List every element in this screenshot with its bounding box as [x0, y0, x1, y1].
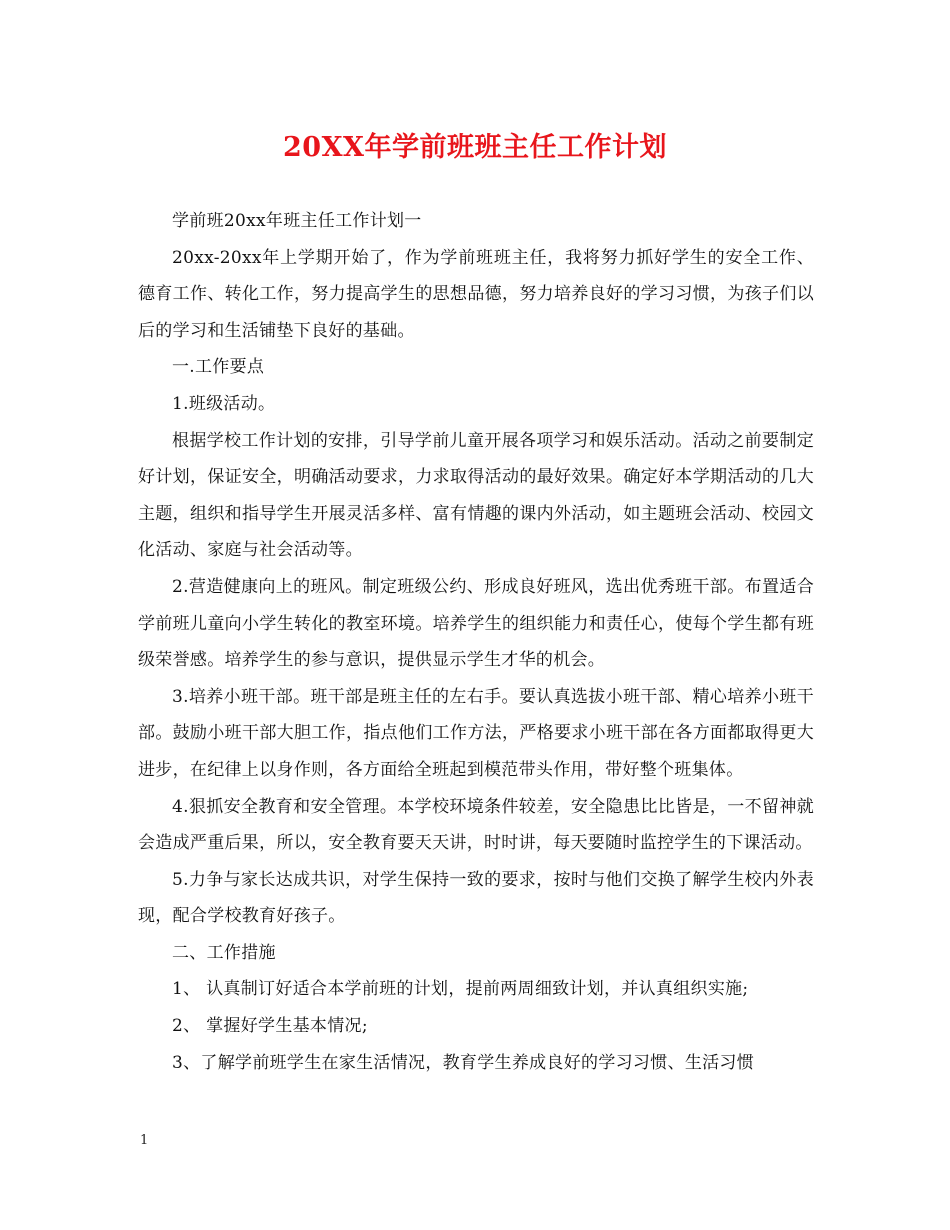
measure-item-2: 2、 掌握好学生基本情况; [172, 1016, 368, 1037]
paragraph-class-cadres: 3.培养小班干部。班干部是班主任的左右手。要认真选拔小班干部、精心培养小班干部。鼓励小班干部大胆工作，指点他们工作方法，严格要求小班干部在各方面都取得更大进步，在纪律上以身作则，各方面给全班起到模范带头作用，带好整个班集体。 [138, 686, 814, 780]
measure-item-3: 3、了解学前班学生在家生活情况，教育学生养成良好的学习习惯、生活习惯 [172, 1052, 755, 1073]
item-heading-class-activities: 1.班级活动。 [172, 393, 276, 414]
paragraph-subtitle: 学前班20xx年班主任工作计划一 [172, 211, 422, 231]
document-body [138, 203, 814, 1081]
section-heading-work-points: 一.工作要点 [172, 357, 265, 378]
page-number: 1 [140, 1133, 149, 1148]
section-heading-work-measures: 二、工作措施 [172, 942, 276, 963]
measure-item-1: 1、 认真制订好适合本学前班的计划，提前两周细致计划，并认真组织实施; [172, 979, 749, 1000]
paragraph-class-activities: 根据学校工作计划的安排，引导学前儿童开展各项学习和娱乐活动。活动之前要制定好计划，保证安全，明确活动要求，力求取得活动的最好效果。确定好本学期活动的几大主题，组织和指导学生开展灵活多样、富有情趣的课内外活动，如主题班会活动、校园文化活动、家庭与社会活动等。 [138, 430, 814, 561]
document-title: 20XX年学前班班主任工作计划 [283, 132, 667, 163]
paragraph-parent-consensus: 5.力争与家长达成共识，对学生保持一致的要求，按时与他们交换了解学生校内外表现，配合学校教育好孩子。 [138, 869, 814, 927]
paragraph-intro: 20xx-20xx年上学期开始了，作为学前班班主任，我将努力抓好学生的安全工作、德育工作、转化工作，努力提高学生的思想品德，努力培养良好的学习习惯，为孩子们以后的学习和生活铺垫下良好的基础。 [138, 247, 814, 341]
paragraph-safety-education: 4.狠抓安全教育和安全管理。本学校环境条件较差，安全隐患比比皆是，一不留神就会造成严重后果，所以，安全教育要天天讲，时时讲，每天要随时监控学生的下课活动。 [138, 796, 814, 854]
paragraph-class-style: 2.营造健康向上的班风。制定班级公约、形成良好班风，选出优秀班干部。布置适合学前班儿童向小学生转化的教室环境。培养学生的组织能力和责任心，使每个学生都有班级荣誉感。培养学生的参与意识，提供显示学生才华的机会。 [138, 576, 814, 671]
